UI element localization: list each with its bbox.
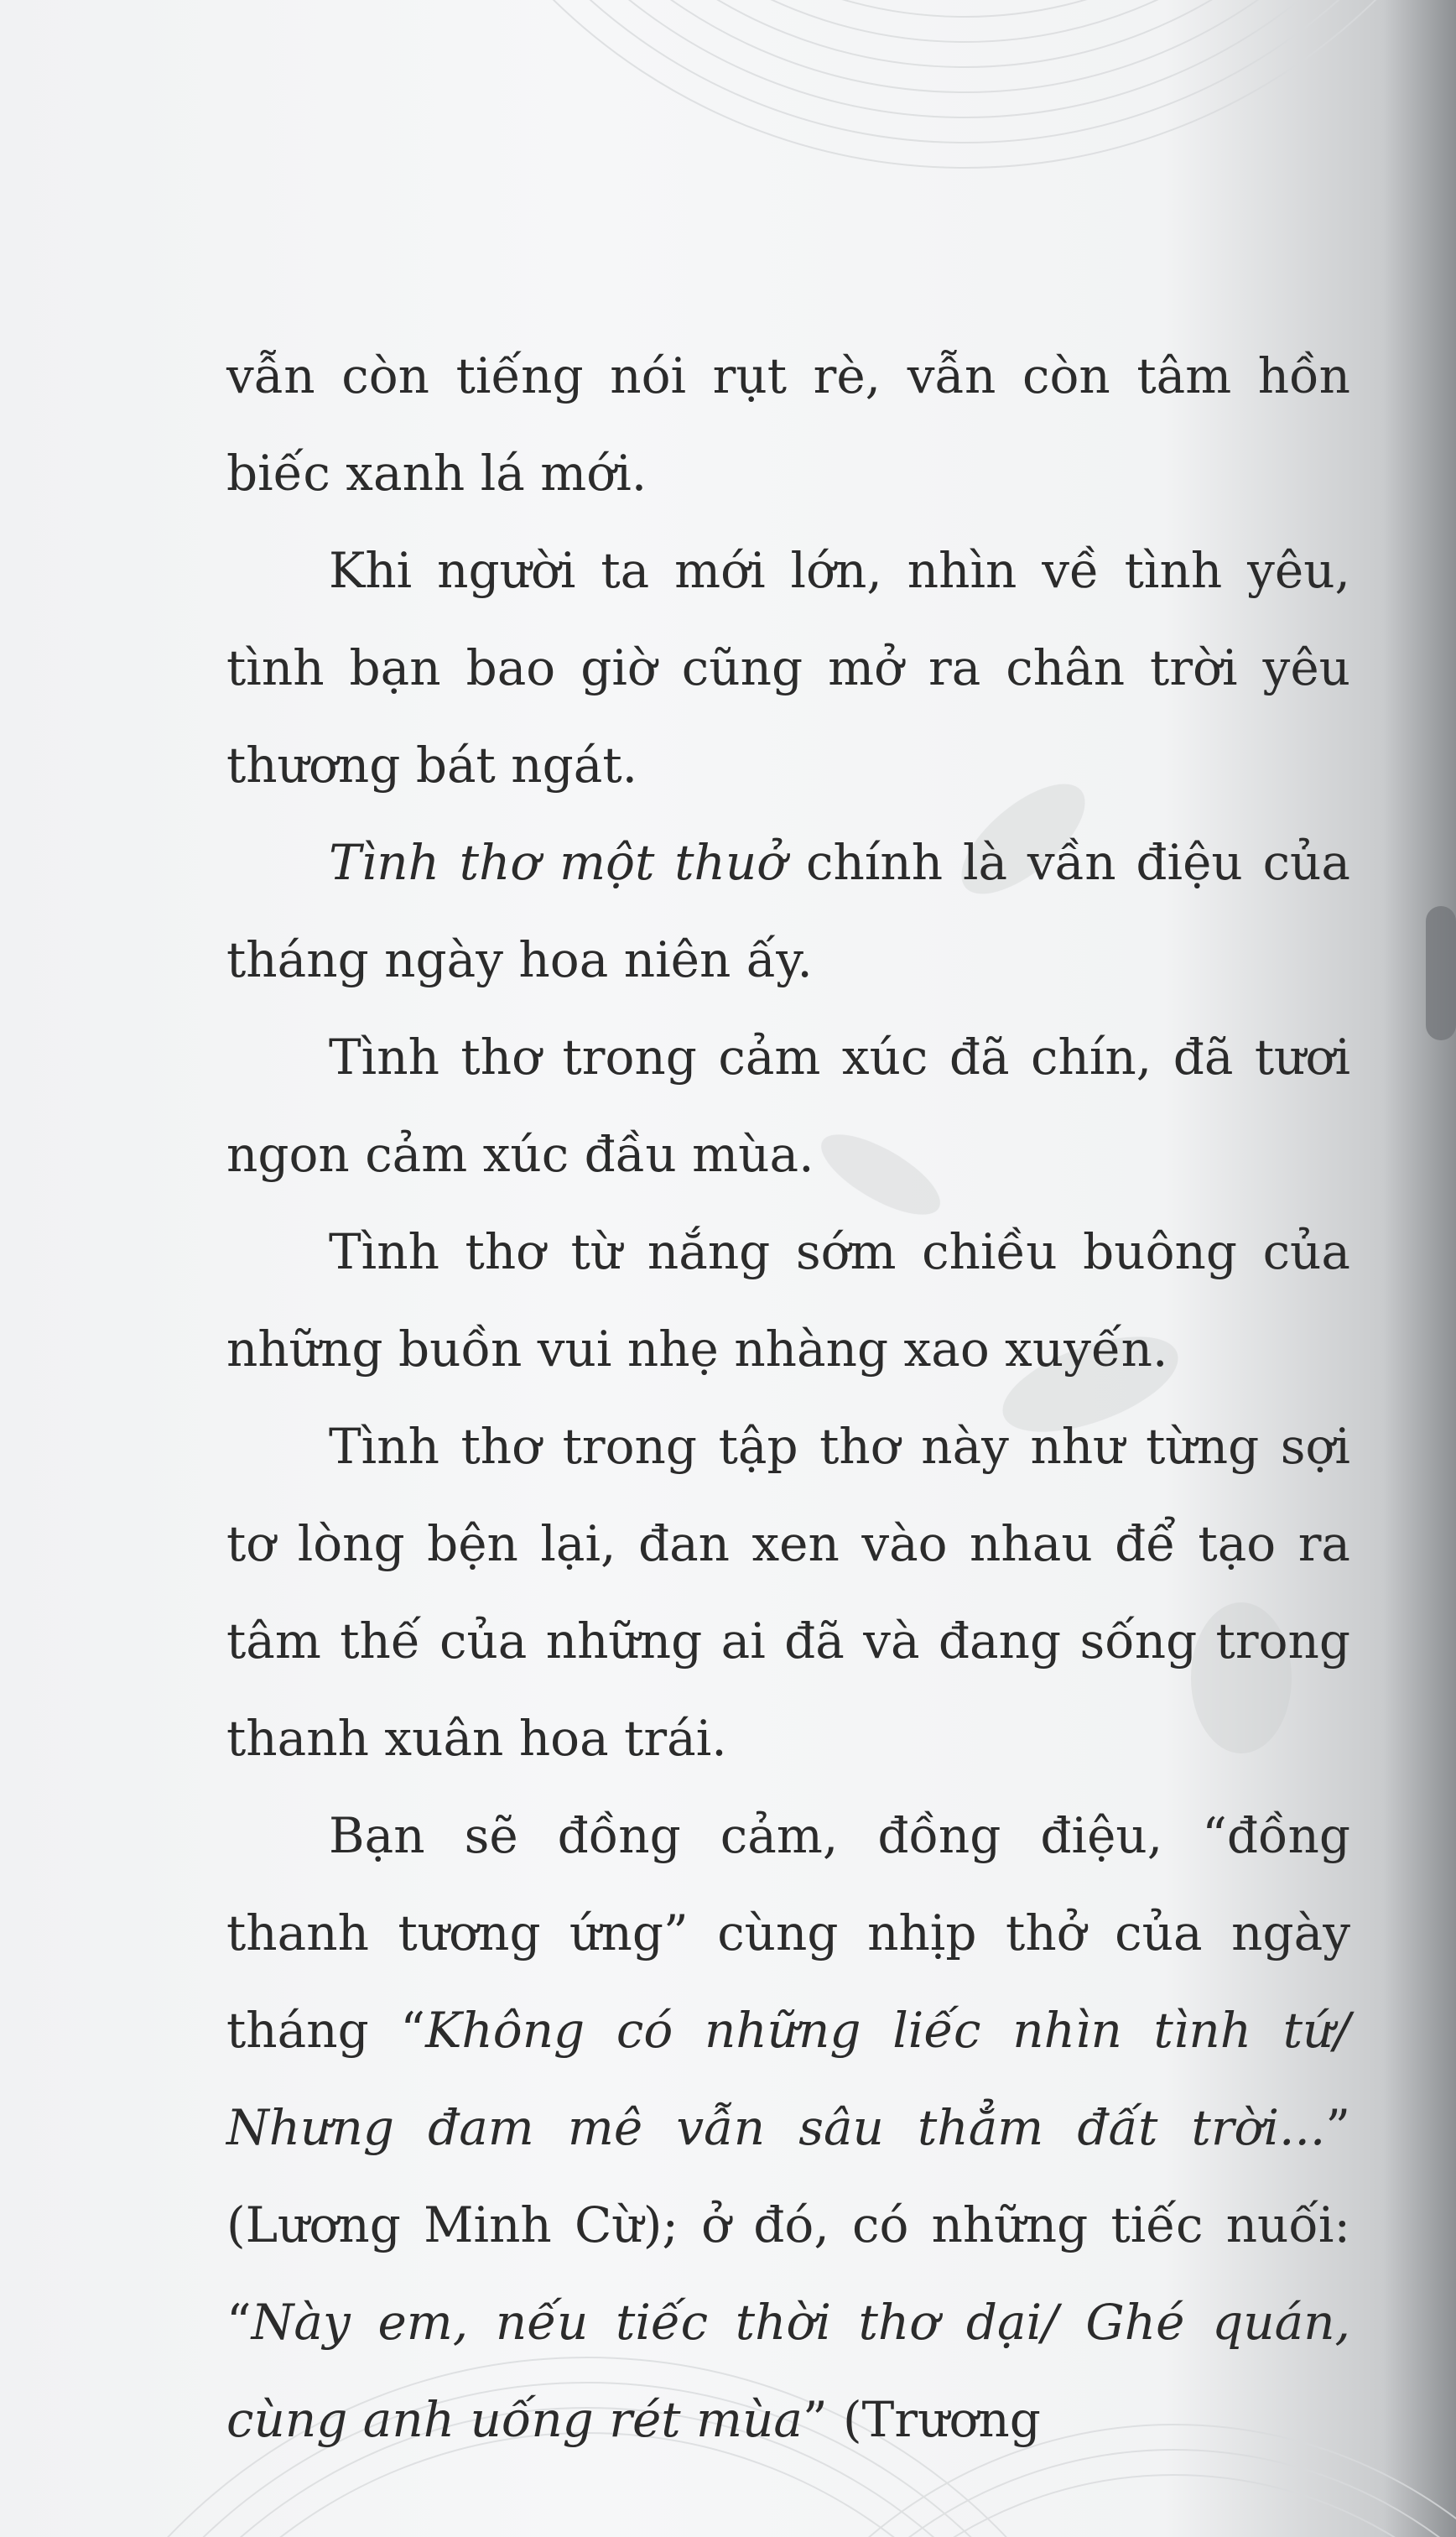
paragraph-2-segment-1: chính là vần điệu của tháng ngày hoa niên ấy. bbox=[226, 834, 1350, 988]
paragraph-5-segment-0: Tình thơ trong tập thơ này như từng sợi tơ lòng bện lại, đan xen vào nhau để tạo ra tâm thế của những ai đã và đang sống trong thanh xuân hoa trái. bbox=[226, 1418, 1350, 1767]
paragraph-6-segment-3: Này em, nếu tiếc thời thơ dại/ Ghé quán, cùng anh uống rét mùa bbox=[226, 2294, 1350, 2448]
paragraph-6 bbox=[226, 1787, 1350, 2468]
paragraph-3 bbox=[226, 1008, 1350, 1203]
paragraph-6-segment-1: Không có những liếc nhìn tình tứ/ Nhưng đam mê vẫn sâu thẳm đất trời... bbox=[226, 2002, 1351, 2156]
paragraph-4 bbox=[226, 1203, 1350, 1398]
paragraph-0 bbox=[226, 327, 1350, 522]
body-text bbox=[226, 327, 1350, 2468]
paragraph-2-segment-0: Tình thơ một thuở bbox=[329, 834, 787, 891]
paragraph-2 bbox=[226, 814, 1350, 1008]
paragraph-6-segment-0: Bạn sẽ đồng cảm, đồng điệu, “đồng thanh tương ứng” cùng nhịp thở của ngày tháng “ bbox=[226, 1807, 1350, 2059]
paragraph-5 bbox=[226, 1398, 1350, 1787]
paragraph-1-segment-0: Khi người ta mới lớn, nhìn về tình yêu, tình bạn bao giờ cũng mở ra chân trời yêu thương bát ngát. bbox=[226, 542, 1350, 794]
paragraph-6-segment-2: ” (Lương Minh Cừ); ở đó, có những tiếc nuối: “ bbox=[226, 2099, 1350, 2351]
paragraph-0-segment-0: vẫn còn tiếng nói rụt rè, vẫn còn tâm hồn biếc xanh lá mới. bbox=[226, 347, 1350, 502]
paragraph-6-segment-4: ” (Trương bbox=[802, 2391, 1041, 2448]
paragraph-3-segment-0: Tình thơ trong cảm xúc đã chín, đã tươi ngon cảm xúc đầu mùa. bbox=[226, 1029, 1350, 1183]
paragraph-1 bbox=[226, 522, 1350, 814]
paragraph-4-segment-0: Tình thơ từ nắng sớm chiều buông của những buồn vui nhẹ nhàng xao xuyến. bbox=[226, 1223, 1350, 1378]
